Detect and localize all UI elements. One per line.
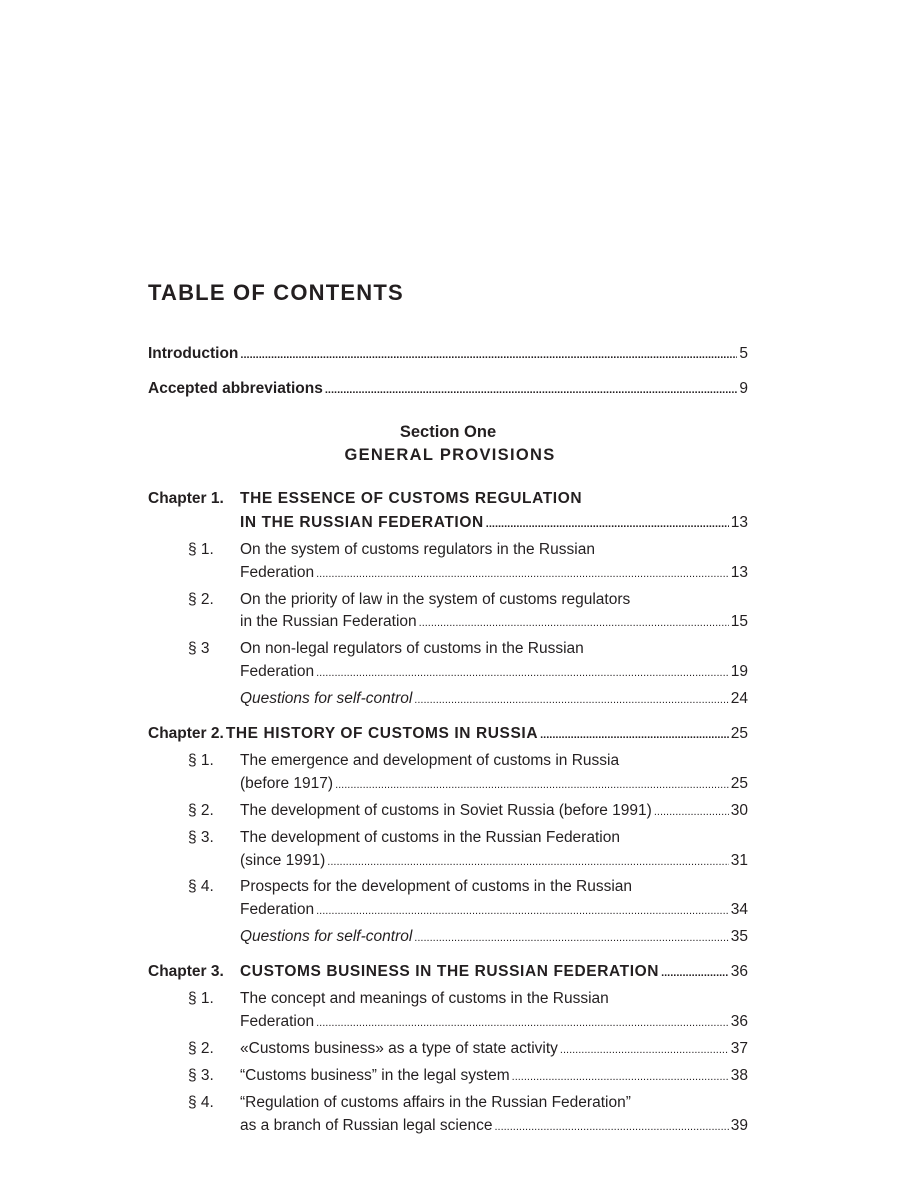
page-number: 13 [730, 564, 748, 581]
toc-entry-ch3-p4[interactable] [240, 1116, 748, 1137]
paragraph-number: § 2. [188, 591, 214, 608]
page-number: 25 [730, 725, 748, 742]
chapter-1-title-line1: THE ESSENCE OF CUSTOMS REGULATION [240, 490, 583, 507]
toc-entry-ch1-p3[interactable] [240, 662, 748, 683]
toc-entry-ch1-p1[interactable] [240, 563, 748, 584]
section-title: GENERAL PROVISIONS [344, 446, 556, 464]
toc-entry-ch1-questions[interactable] [240, 689, 748, 710]
paragraph-number: § 3. [188, 829, 214, 846]
page-number: 24 [730, 690, 748, 707]
paragraph-title-line1: The emergence and development of customs in Russia [240, 752, 620, 769]
entry-label: Accepted abbreviations [148, 380, 323, 397]
toc-entry-ch2-p3[interactable] [240, 851, 748, 872]
toc-entry-ch3-p3[interactable] [240, 1066, 748, 1087]
toc-entry-ch3-p2[interactable] [240, 1039, 748, 1060]
toc-entry-introduction[interactable] [148, 344, 748, 365]
leader-dots [335, 774, 729, 795]
leader-dots [512, 1066, 729, 1087]
toc-entry-ch1-p2[interactable] [240, 612, 748, 633]
entry-label: Federation [240, 901, 315, 918]
paragraph-title-line1: The development of customs in the Russian Federation [240, 829, 620, 846]
page-number: 36 [730, 1013, 748, 1030]
leader-dots [419, 612, 729, 633]
paragraph-number: § 4. [188, 1094, 214, 1111]
page-number: 38 [730, 1067, 748, 1084]
paragraph-number: § 1. [188, 541, 214, 558]
page-number: 34 [730, 901, 748, 918]
toc-entry-chapter-2[interactable] [148, 724, 748, 745]
page-number: 30 [730, 802, 748, 819]
chapter-1-label: Chapter 1. [148, 490, 224, 507]
toc-entry-chapter-1[interactable] [240, 513, 748, 534]
entry-label: (since 1991) [240, 852, 326, 869]
leader-dots [327, 851, 728, 872]
leader-dots [414, 927, 728, 948]
leader-dots [661, 962, 729, 983]
entry-label: Questions for self-control [240, 928, 413, 945]
paragraph-number: § 4. [188, 878, 214, 895]
paragraph-number: § 3. [188, 1067, 214, 1084]
page-title: TABLE OF CONTENTS [148, 280, 404, 305]
leader-dots [654, 801, 729, 822]
page-number: 36 [730, 963, 748, 980]
paragraph-title-line1: On non-legal regulators of customs in the Russian [240, 640, 584, 657]
page-number: 37 [730, 1040, 748, 1057]
leader-dots [560, 1039, 729, 1060]
toc-entry-ch3-p1[interactable] [240, 1012, 748, 1033]
paragraph-number: § 2. [188, 802, 214, 819]
entry-label: “Customs business” in the legal system [240, 1067, 510, 1084]
entry-label: in the Russian Federation [240, 613, 417, 630]
entry-label: Introduction [148, 345, 239, 362]
toc-entry-chapter-3[interactable] [240, 962, 748, 983]
toc-entry-ch2-questions[interactable] [240, 927, 748, 948]
entry-label: CUSTOMS BUSINESS IN THE RUSSIAN FEDERATION [240, 963, 660, 980]
page-number: 9 [739, 380, 748, 397]
entry-label: (before 1917) [240, 775, 334, 792]
leader-dots [486, 513, 729, 534]
paragraph-title-line1: On the system of customs regulators in the Russian [240, 541, 595, 558]
toc-entry-ch2-p1[interactable] [240, 774, 748, 795]
page-number: 31 [730, 852, 748, 869]
paragraph-number: § 3 [188, 640, 210, 657]
entry-label: The development of customs in Soviet Russia (before 1991) [240, 802, 652, 819]
paragraph-title-line1: The concept and meanings of customs in the Russian [240, 990, 609, 1007]
toc-entry-ch2-p2[interactable] [240, 801, 748, 822]
page-number: 13 [730, 514, 748, 531]
paragraph-title-line1: “Regulation of customs affairs in the Russian Federation” [240, 1094, 631, 1111]
toc-entry-abbreviations[interactable] [148, 379, 748, 400]
paragraph-number: § 2. [188, 1040, 214, 1057]
entry-label: Questions for self-control [240, 690, 413, 707]
chapter-3-label: Chapter 3. [148, 963, 224, 980]
page-number: 19 [730, 663, 748, 680]
paragraph-title-line1: On the priority of law in the system of customs regulators [240, 591, 631, 608]
leader-dots [316, 1012, 729, 1033]
entry-label: Federation [240, 1013, 315, 1030]
leader-dots [325, 379, 738, 400]
page-number: 39 [730, 1117, 748, 1134]
paragraph-number: § 1. [188, 990, 214, 1007]
page-number: 25 [730, 775, 748, 792]
entry-label: «Customs business» as a type of state activity [240, 1040, 558, 1057]
leader-dots [316, 563, 729, 584]
leader-dots [316, 900, 729, 921]
paragraph-title-line1: Prospects for the development of customs in the Russian [240, 878, 633, 895]
entry-label: Federation [240, 663, 315, 680]
page-number: 35 [730, 928, 748, 945]
entry-label: as a branch of Russian legal science [240, 1117, 493, 1134]
entry-label: Federation [240, 564, 315, 581]
page-number: 5 [739, 345, 748, 362]
leader-dots [540, 724, 729, 745]
chapter-2-label: Chapter 2. [148, 725, 224, 742]
toc-entry-ch2-p4[interactable] [240, 900, 748, 921]
page-number: 15 [730, 613, 748, 630]
entry-label: IN THE RUSSIAN FEDERATION [240, 514, 484, 531]
entry-label: THE HISTORY OF CUSTOMS IN RUSSIA [225, 725, 539, 742]
section-number: Section One [399, 423, 497, 441]
leader-dots [316, 662, 729, 683]
leader-dots [240, 344, 737, 365]
leader-dots [494, 1116, 728, 1137]
paragraph-number: § 1. [188, 752, 214, 769]
leader-dots [414, 689, 728, 710]
